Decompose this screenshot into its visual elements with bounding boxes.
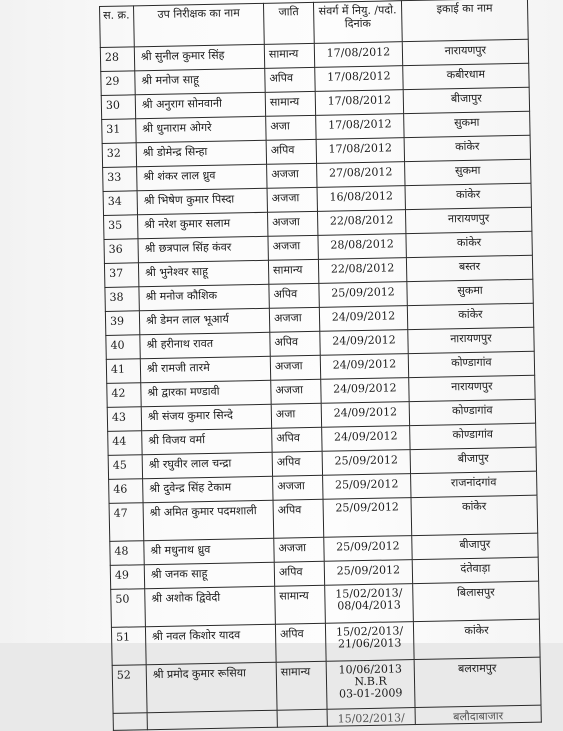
serial-no-cell: 37 (104, 263, 138, 288)
unit-name-cell: कांकेर (405, 183, 531, 209)
category-cell: अजजा (273, 475, 323, 500)
officer-name-cell: श्री डोमेन्द्र सिन्हा (136, 140, 266, 166)
date-line: 25/09/2012 (334, 477, 399, 492)
unit-name-cell: नारायणपुर (405, 207, 531, 233)
serial-no-cell: 38 (105, 287, 139, 312)
category-cell: सामान्य (276, 661, 327, 710)
category-cell: अपिव (270, 331, 320, 356)
date-line: 15/02/2013/ (335, 586, 403, 601)
appointment-date-cell (324, 536, 412, 562)
category-cell: अजजा (274, 537, 324, 562)
date-line: 16/08/2012 (329, 189, 394, 204)
serial-no-cell: 44 (108, 431, 142, 456)
officer-name-cell: श्री मनोज साहू (135, 68, 265, 94)
officer-name-cell: श्री संजय कुमार सिन्दे (141, 404, 271, 430)
unit-name-cell: कांकेर (407, 303, 533, 329)
table-row (112, 657, 541, 713)
serial-no-cell: 52 (112, 665, 147, 714)
category-cell: अजजा (267, 163, 317, 188)
date-line: 22/08/2012 (329, 213, 394, 228)
officer-posting-table (99, 0, 542, 731)
date-line: 21/06/2013 (337, 636, 402, 651)
date-line: 03-01-2009 (338, 686, 403, 701)
serial-no-cell: 47 (109, 503, 144, 542)
officer-name-cell: श्री अशोक द्विवेदी (145, 586, 276, 626)
serial-no-cell: 50 (111, 589, 146, 628)
category-cell: अजजा (269, 307, 319, 332)
officer-name-cell: श्री दुवेन्द्र सिंह टेकाम (143, 476, 273, 502)
officer-name-cell: श्री रघुवीर लाल चन्द्रा (142, 452, 272, 478)
category-cell: सामान्य (264, 43, 314, 68)
officer-name-cell: श्री मधुनाथ ध्रुव (144, 538, 274, 564)
header-unit-name: इकाई का नाम (401, 0, 528, 42)
unit-name-cell: नारायणपुर (409, 375, 535, 401)
date-line: 25/09/2012 (336, 539, 400, 554)
category-cell: अजजा (267, 211, 317, 236)
header-serial-no: स. क्र. (100, 6, 135, 48)
serial-no-cell: 51 (111, 627, 146, 666)
officer-name-cell: श्री प्रमोद कुमार रूसिया (146, 662, 277, 712)
header-appointment-date: संवर्ग में नियु. /पदो. दिनांक (313, 1, 402, 44)
unit-name-cell: राजनांदगांव (411, 471, 537, 497)
serial-no-cell: 31 (102, 119, 136, 144)
officer-name-cell: श्री विजय वर्मा (142, 428, 272, 454)
appointment-date-cell (325, 584, 414, 624)
date-line: 25/09/2012 (331, 285, 395, 300)
category-cell: अपिव (273, 499, 324, 538)
unit-name-cell: सुकमा (407, 279, 533, 305)
officer-name-cell: श्री डेमन लाल भूआर्य (139, 308, 269, 334)
serial-no-cell: 30 (101, 95, 135, 120)
date-line: 24/09/2012 (333, 381, 397, 396)
officer-name-cell: श्री द्वारका मण्डावी (141, 380, 271, 406)
category-cell: अजजा (267, 187, 317, 212)
officer-name-cell: श्री धुनाराम ओगरे (136, 116, 266, 142)
date-line: 24/09/2012 (332, 333, 396, 348)
serial-no-cell: 34 (103, 191, 137, 216)
category-cell: अपिव (272, 451, 322, 476)
date-line: 25/09/2012 (336, 563, 401, 578)
category-cell: अपिव (272, 427, 322, 452)
serial-no-cell (113, 713, 147, 731)
serial-no-cell: 42 (107, 383, 141, 408)
appointment-date-cell (316, 138, 404, 164)
officer-name-cell: श्री अनुराग सोनवानी (135, 92, 265, 118)
officer-name-cell: श्री रामजी तारमे (140, 356, 270, 382)
category-cell: अजजा (268, 235, 318, 260)
category-cell (277, 709, 327, 727)
unit-name-cell: कांकेर (404, 135, 530, 161)
header-officer-name: उप निरीक्षक का नाम (134, 3, 265, 46)
date-line: 17/08/2012 (328, 117, 392, 132)
appointment-date-cell (317, 186, 405, 212)
unit-name-cell: बिलासपुर (413, 581, 540, 621)
date-line: 28/08/2012 (330, 237, 394, 252)
category-cell: अपिव (274, 561, 324, 586)
date-line: 17/08/2012 (328, 141, 393, 156)
unit-name-cell: कबीरधाम (403, 63, 529, 89)
unit-name-cell: नारायणपुर (402, 39, 528, 65)
unit-name-cell: बीजापुर (412, 533, 538, 559)
appointment-date-cell: 15/02/2013/ (327, 708, 415, 727)
header-category: जाति (263, 2, 314, 44)
appointment-date-cell (322, 450, 410, 476)
officer-name-cell: श्री शंकर लाल ध्रुव (137, 164, 267, 190)
serial-no-cell: 39 (105, 311, 139, 336)
unit-name-cell: कोण्डागांव (408, 351, 534, 377)
appointment-date-cell (319, 306, 407, 332)
date-line: 17/08/2012 (327, 69, 391, 84)
serial-no-cell: 45 (108, 455, 142, 480)
date-line: 22/08/2012 (330, 261, 395, 276)
officer-list-document (99, 0, 542, 731)
serial-no-cell: 32 (102, 143, 136, 168)
table-body (100, 39, 541, 730)
category-cell: अपिव (275, 623, 326, 662)
date-line: 25/09/2012 (334, 453, 399, 468)
date-line: 24/09/2012 (333, 429, 398, 444)
unit-name-cell: बलौदाबाजार (415, 705, 541, 724)
appointment-date-cell (323, 498, 412, 538)
category-cell: अपिव (265, 67, 315, 92)
serial-no-cell: 40 (106, 335, 140, 360)
serial-no-cell: 49 (110, 565, 144, 590)
date-line: N.B.R (354, 674, 387, 689)
appointment-date-cell (321, 378, 409, 404)
category-cell: अजा (266, 115, 316, 140)
unit-name-cell: कोण्डागांव (409, 399, 535, 425)
appointment-date-cell (317, 162, 405, 188)
appointment-date-cell (324, 560, 412, 586)
date-line: 17/08/2012 (327, 93, 392, 108)
unit-name-cell: बस्तर (406, 255, 532, 281)
unit-name-cell: कांकेर (406, 231, 532, 257)
officer-name-cell: श्री भुनेश्वर साहू (138, 260, 268, 286)
category-cell: सामान्य (275, 585, 326, 624)
serial-no-cell: 43 (107, 407, 141, 432)
unit-name-cell: बलरामपुर (414, 657, 541, 707)
appointment-date-cell (317, 210, 405, 236)
unit-name-cell: बीजापुर (410, 447, 536, 473)
officer-name-cell: श्री सुनील कुमार सिंह (134, 44, 264, 70)
category-cell: अजजा (270, 355, 320, 380)
category-cell: अपिव (269, 283, 319, 308)
date-line: 24/09/2012 (333, 405, 398, 420)
officer-name-cell: श्री अमित कुमार पदमशाली (143, 500, 274, 540)
officer-name-cell: श्री नरेश कुमार सलाम (138, 212, 268, 238)
serial-no-cell: 48 (110, 541, 144, 566)
serial-no-cell: 36 (104, 239, 138, 264)
unit-name-cell: कांकेर (411, 495, 538, 535)
unit-name-cell: कोण्डागांव (410, 423, 536, 449)
serial-no-cell: 41 (106, 359, 140, 384)
officer-name-cell: श्री मनोज कौशिक (139, 284, 269, 310)
officer-name-cell: श्री भिषेण कुमार पिस्दा (137, 188, 267, 214)
appointment-date-cell (316, 114, 404, 140)
date-line: 15/02/2013/ (335, 624, 404, 639)
appointment-date-cell (323, 474, 411, 500)
appointment-date-cell (318, 258, 406, 284)
unit-name-cell: दंतेवाड़ा (412, 557, 538, 583)
appointment-date-cell (318, 234, 406, 260)
appointment-date-cell (314, 42, 402, 68)
appointment-date-cell (320, 354, 408, 380)
unit-name-cell: कांकेर (413, 619, 540, 659)
unit-name-cell: सुकमा (404, 111, 530, 137)
category-cell: अजजा (271, 379, 321, 404)
date-line: 24/09/2012 (331, 309, 396, 324)
date-line: 27/08/2012 (328, 165, 393, 180)
unit-name-cell: सुकमा (405, 159, 531, 185)
date-line: 17/08/2012 (326, 45, 391, 60)
date-line: 24/09/2012 (332, 357, 397, 372)
officer-name-cell: श्री नवल किशोर यादव (145, 624, 276, 664)
date-line: 08/04/2013 (337, 598, 401, 613)
appointment-date-cell (326, 660, 415, 710)
serial-no-cell: 29 (101, 71, 135, 96)
serial-no-cell: 33 (103, 167, 137, 192)
date-line: 25/09/2012 (335, 500, 399, 515)
unit-name-cell: नारायणपुर (408, 327, 534, 353)
appointment-date-cell (321, 402, 409, 428)
serial-no-cell: 35 (104, 215, 138, 240)
appointment-date-cell (325, 622, 414, 662)
date-line: 10/06/2013 (338, 662, 403, 677)
serial-no-cell: 46 (109, 479, 143, 504)
appointment-date-cell (315, 66, 403, 92)
category-cell: अजा (271, 403, 321, 428)
officer-name-cell: श्री जनक साहू (144, 562, 274, 588)
category-cell: सामान्य (265, 91, 315, 116)
unit-name-cell: बीजापुर (403, 87, 529, 113)
officer-name-cell: श्री छत्रपाल सिंह कंवर (138, 236, 268, 262)
category-cell: सामान्य (268, 259, 318, 284)
appointment-date-cell (319, 282, 407, 308)
appointment-date-cell (315, 90, 403, 116)
category-cell: अपिव (266, 139, 316, 164)
appointment-date-cell (320, 330, 408, 356)
serial-no-cell: 28 (100, 47, 134, 72)
officer-name-cell: श्री हरीनाथ रावत (140, 332, 270, 358)
appointment-date-cell (322, 426, 410, 452)
officer-name-cell (147, 710, 277, 729)
